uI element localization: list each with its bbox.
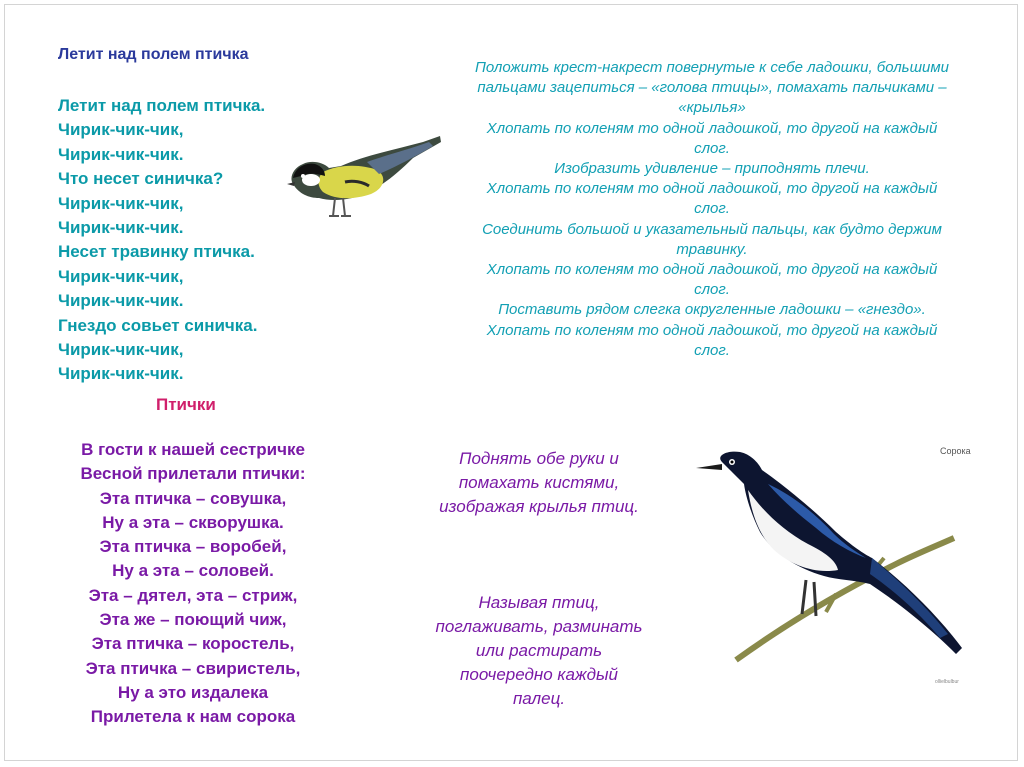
poem-line: Гнездо совьет синичка.	[58, 315, 258, 335]
poem-title-bird-over-field: Летит над полем птичка	[58, 46, 249, 63]
poem-line: Весной прилетали птички:	[80, 464, 306, 484]
instruction-line: Соединить большой и указательный пальцы, как будто держим	[482, 220, 942, 238]
instruction-line: слог.	[694, 281, 730, 299]
poem-line: Чирик-чик-чик.	[58, 218, 184, 238]
instruction-line: Хлопать по коленям то одной ладошкой, то другой на каждый	[486, 261, 938, 279]
instruction-line: Хлопать по коленям то одной ладошкой, то другой на каждый	[486, 119, 938, 137]
instruction-line: слог.	[694, 200, 730, 218]
poem-line: Чирик-чик-чик.	[58, 291, 184, 311]
poem-line: Эта птичка – свиристель,	[85, 658, 301, 678]
poem-line: Эта птичка – воробей,	[99, 537, 287, 557]
poem-line: В гости к нашей сестричке	[81, 440, 305, 459]
instruction-line: травинку.	[676, 240, 748, 258]
instruction-line: слог.	[694, 139, 730, 157]
magpie-image-panel	[686, 434, 976, 686]
poem-text-birds	[52, 438, 334, 730]
instructions-birds-fingers	[414, 591, 664, 711]
poem-line: Эта птичка – совушка,	[99, 488, 287, 508]
instructions-birds-wings	[414, 447, 664, 519]
poem-line: Чирик-чик-чик.	[58, 364, 184, 384]
poem-line: Ну а эта – соловей.	[112, 561, 274, 581]
instruction-line: изображая крылья птиц.	[439, 497, 639, 516]
poem-line: Чирик-чик-чик,	[58, 266, 184, 286]
poem-line: Ну а это издалека	[117, 682, 269, 702]
poem-line: Эта – дятел, эта – стриж,	[88, 585, 298, 605]
instruction-line: помахать кистями,	[458, 473, 620, 492]
poem-line: Чирик-чик-чик,	[58, 193, 184, 213]
poem-line: Чирик-чик-чик,	[58, 340, 184, 360]
instruction-line: поглаживать, разминать	[435, 617, 643, 636]
instruction-line: Поднять обе руки и	[459, 449, 619, 468]
instruction-line: слог.	[694, 341, 730, 359]
poem-line: Эта птичка – коростель,	[91, 634, 295, 654]
magpie-image-credit: ollielbulbur	[935, 679, 959, 685]
magpie-caption: Сорока	[940, 446, 971, 456]
poem-line: Чирик-чик-чик.	[58, 144, 184, 164]
poem-text-bird-over-field	[58, 94, 265, 387]
poem-line: Ну а эта – скворушка.	[102, 512, 284, 532]
poem-line: Что несет синичка?	[58, 169, 224, 189]
poem-line: Несет травинку птичка.	[58, 242, 255, 262]
instruction-line: «крылья»	[678, 99, 746, 117]
instruction-line: Положить крест-накрест повернутые к себе ладошки, большими	[475, 59, 949, 76]
poem-line: Летит над полем птичка.	[58, 96, 266, 115]
titmouse-illustration	[283, 122, 445, 226]
instruction-line: пальцами зацепиться – «голова птицы», помахать пальчиками –	[477, 79, 947, 97]
poem-line: Чирик-чик-чик,	[58, 120, 184, 140]
magpie-illustration	[686, 434, 976, 686]
poem-title-birds: Птички	[156, 395, 216, 414]
instruction-line: Изобразить удивление – приподнять плечи.	[554, 160, 870, 178]
instruction-line: Поставить рядом слегка округленные ладошки – «гнездо».	[498, 301, 926, 319]
instruction-line: Называя птиц,	[478, 593, 600, 612]
instructions-bird-over-field	[438, 58, 986, 361]
poem-line: Эта же – поющий чиж,	[99, 610, 287, 630]
poem-line: Прилетела к нам сорока	[90, 707, 296, 727]
instruction-line: Хлопать по коленям то одной ладошкой, то другой на каждый	[486, 321, 938, 339]
instruction-line: или растирать	[475, 641, 603, 660]
instruction-line: Хлопать по коленям то одной ладошкой, то другой на каждый	[486, 180, 938, 198]
instruction-line: палец.	[512, 689, 566, 708]
instruction-line: поочередно каждый	[460, 665, 618, 684]
